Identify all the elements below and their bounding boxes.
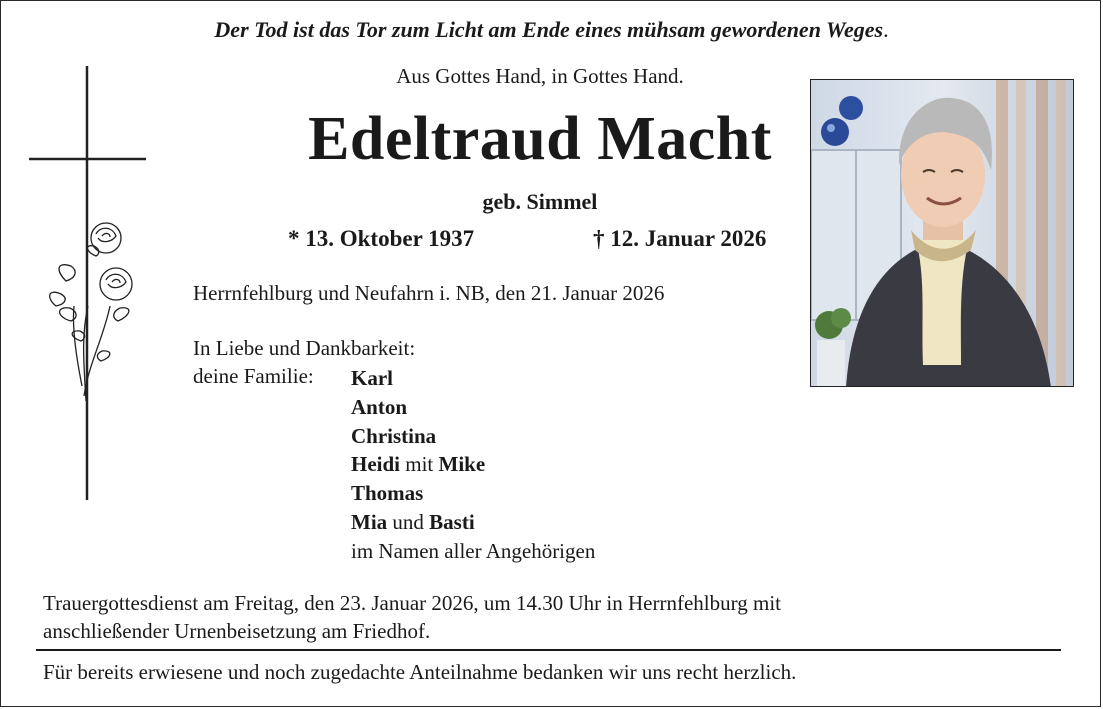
place-and-date: Herrnfehlburg und Neufahrn i. NB, den 21. Januar 2026 [193, 281, 665, 305]
family-footer: im Namen aller Angehörigen [351, 538, 596, 563]
family-join-word: und [392, 509, 424, 534]
thanks-note: Für bereits erwiesene und noch zugedachte Anteilnahme bedanken wir uns recht herzlich. [43, 660, 797, 684]
family-member-name: Christina [351, 423, 437, 448]
family-member-name: Heidi [351, 452, 401, 477]
family-list [351, 364, 595, 566]
family-partner-name: Mike [438, 452, 486, 477]
family-member [351, 364, 595, 393]
birth-name: geb. Simmel [482, 189, 598, 214]
portrait-photo [810, 79, 1074, 387]
family-member-name: Karl [351, 366, 393, 390]
family-member [351, 422, 595, 451]
family-member [351, 508, 595, 537]
family-member [351, 393, 595, 422]
family-member-name: Thomas [351, 481, 424, 506]
family-partner-name: Basti [429, 509, 475, 534]
birth-date: * 13. Oktober 1937 [288, 226, 475, 251]
service-line-1: Trauergottesdienst am Freitag, den 23. Januar 2026, um 14.30 Uhr in Herrnfehlburg mit [43, 591, 781, 615]
family-label: deine Familie: [193, 364, 314, 388]
family-join-word: mit [405, 452, 434, 477]
motto-period: . [883, 17, 889, 42]
family-member-name: Anton [351, 394, 408, 419]
family-member-name: Mia [351, 509, 388, 534]
death-date: † 12. Januar 2026 [593, 226, 767, 251]
divider-line [36, 649, 1061, 651]
service-line-2: anschließender Urnenbeisetzung am Friedhof. [43, 619, 431, 643]
cross-with-roses-icon [26, 66, 151, 506]
family-member [351, 479, 595, 508]
service-info [43, 589, 1043, 645]
motto [0, 17, 1103, 43]
motto-text: Der Tod ist das Tor zum Licht am Ende eines mühsam gewordenen Weges [214, 17, 884, 42]
subtitle: Aus Gottes Hand, in Gottes Hand. [396, 64, 684, 88]
deceased-name: Edeltraud Macht [308, 105, 772, 173]
love-line: In Liebe und Dankbarkeit: [193, 336, 416, 360]
family-member [351, 450, 595, 479]
